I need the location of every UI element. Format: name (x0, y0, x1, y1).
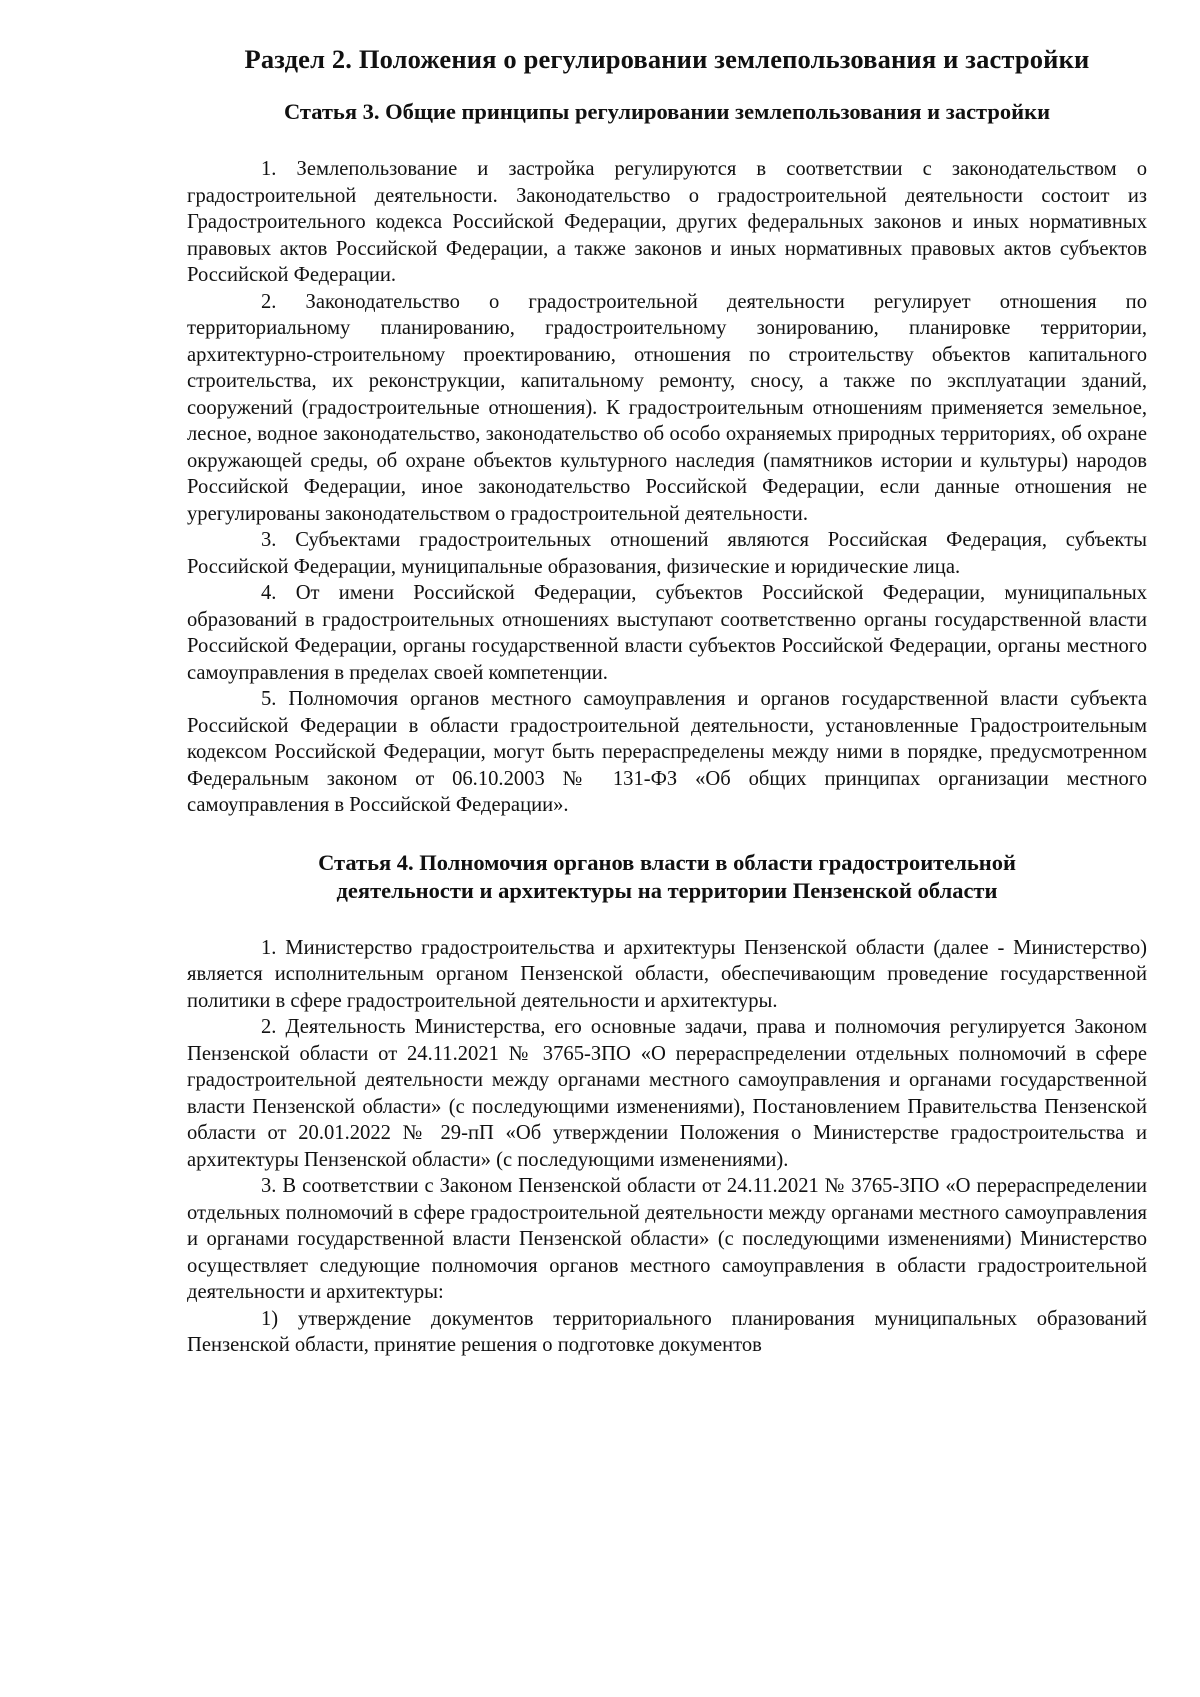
article-4-title-line-2: деятельности и архитектуры на территории Пензенской области (336, 877, 998, 903)
article-3-paragraph-2: 2. Законодательство о градостроительной деятельности регулирует отношения по территориальному планированию, градостроительному зонированию, планировке территории, архитектурно-строительному проектированию, отношения по строительству объектов капитального строительства, их реконструкции, капитальному ремонту, сносу, а также по эксплуатации зданий, сооружений (градостроительные отношения). К градостроительным отношениям применяется земельное, лесное, водное законодательство, законодательство об особо охраняемых природных территориях, об охране окружающей среды, об охране объектов культурного наследия (памятников истории и культуры) народов Российской Федерации, иное законодательство Российской Федерации, если данные отношения не урегулированы законодательством о градостроительной деятельности. (187, 290, 1147, 525)
article-3-title: Статья 3. Общие принципы регулировании землепользования и застройки (283, 99, 1051, 124)
article-4-title (187, 849, 1147, 905)
article-3-paragraph-5: 5. Полномочия органов местного самоуправления и органов государственной власти субъекта Российской Федерации в области градостроительной деятельности, установленные Градостроительным кодексом Российской Федерации, могут быть перераспределены между ними в порядке, предусмотренном Федеральным законом от 06.10.2003 № 131-ФЗ «Об общих принципах организации местного самоуправления в Российской Федерации». (187, 688, 1147, 816)
document-page (187, 42, 1147, 1359)
article-4-title-line-1: Статья 4. Полномочия органов власти в области градостроительной (318, 849, 1016, 875)
article-3-paragraph-4: 4. От имени Российской Федерации, субъектов Российской Федерации, муниципальных образований в градостроительных отношениях выступают соответственно органы государственной власти Российской Федерации, органы государственной власти субъектов Российской Федерации, органы местного самоуправления в пределах своей компетенции. (187, 582, 1147, 684)
article-3-paragraph-3: 3. Субъектами градостроительных отношений являются Российская Федерация, субъекты Российской Федерации, муниципальные образования, физические и юридические лица. (187, 529, 1147, 578)
article-4-body (187, 935, 1147, 1359)
article-4-paragraph-2: 2. Деятельность Министерства, его основные задачи, права и полномочия регулируется Законом Пензенской области от 24.11.2021 № 3765-ЗПО «О перераспределении отдельных полномочий в сфере градостроительной деятельности между органами местного самоуправления и органами государственной власти Пензенской области» (с последующими изменениями), Постановлением Правительства Пензенской области от 20.01.2022 № 29-пП «Об утверждении Положения о Министерстве градостроительства и архитектуры Пензенской области» (с последующими изменениями). (187, 1016, 1147, 1171)
article-4-paragraph-3: 3. В соответствии с Законом Пензенской области от 24.11.2021 № 3765-ЗПО «О перераспределении отдельных полномочий в сфере градостроительной деятельности между органами местного самоуправления и органами государственной власти Пензенской области» (с последующими изменениями) Министерство осуществляет следующие полномочия органов местного самоуправления в области градостроительной деятельности и архитектуры: (187, 1175, 1147, 1303)
section-title: Раздел 2. Положения о регулировании землепользования и застройки (244, 44, 1090, 74)
article-3-body (187, 156, 1147, 819)
article-4-list-item-1: 1) утверждение документов территориального планирования муниципальных образований Пензенской области, принятие решения о подготовке документов (187, 1307, 1147, 1356)
article-3-paragraph-1: 1. Землепользование и застройка регулируются в соответствии с законодательством о градостроительной деятельности. Законодательство о градостроительной деятельности состоит из Градостроительного кодекса Российской Федерации, других федеральных законов и иных нормативных правовых актов Российской Федерации, а также законов и иных нормативных правовых актов субъектов Российской Федерации. (187, 158, 1147, 286)
article-4-paragraph-1: 1. Министерство градостроительства и архитектуры Пензенской области (далее - Министерство) является исполнительным органом Пензенской области, обеспечивающим проведение государственной политики в сфере градостроительной деятельности и архитектуры. (187, 936, 1147, 1012)
